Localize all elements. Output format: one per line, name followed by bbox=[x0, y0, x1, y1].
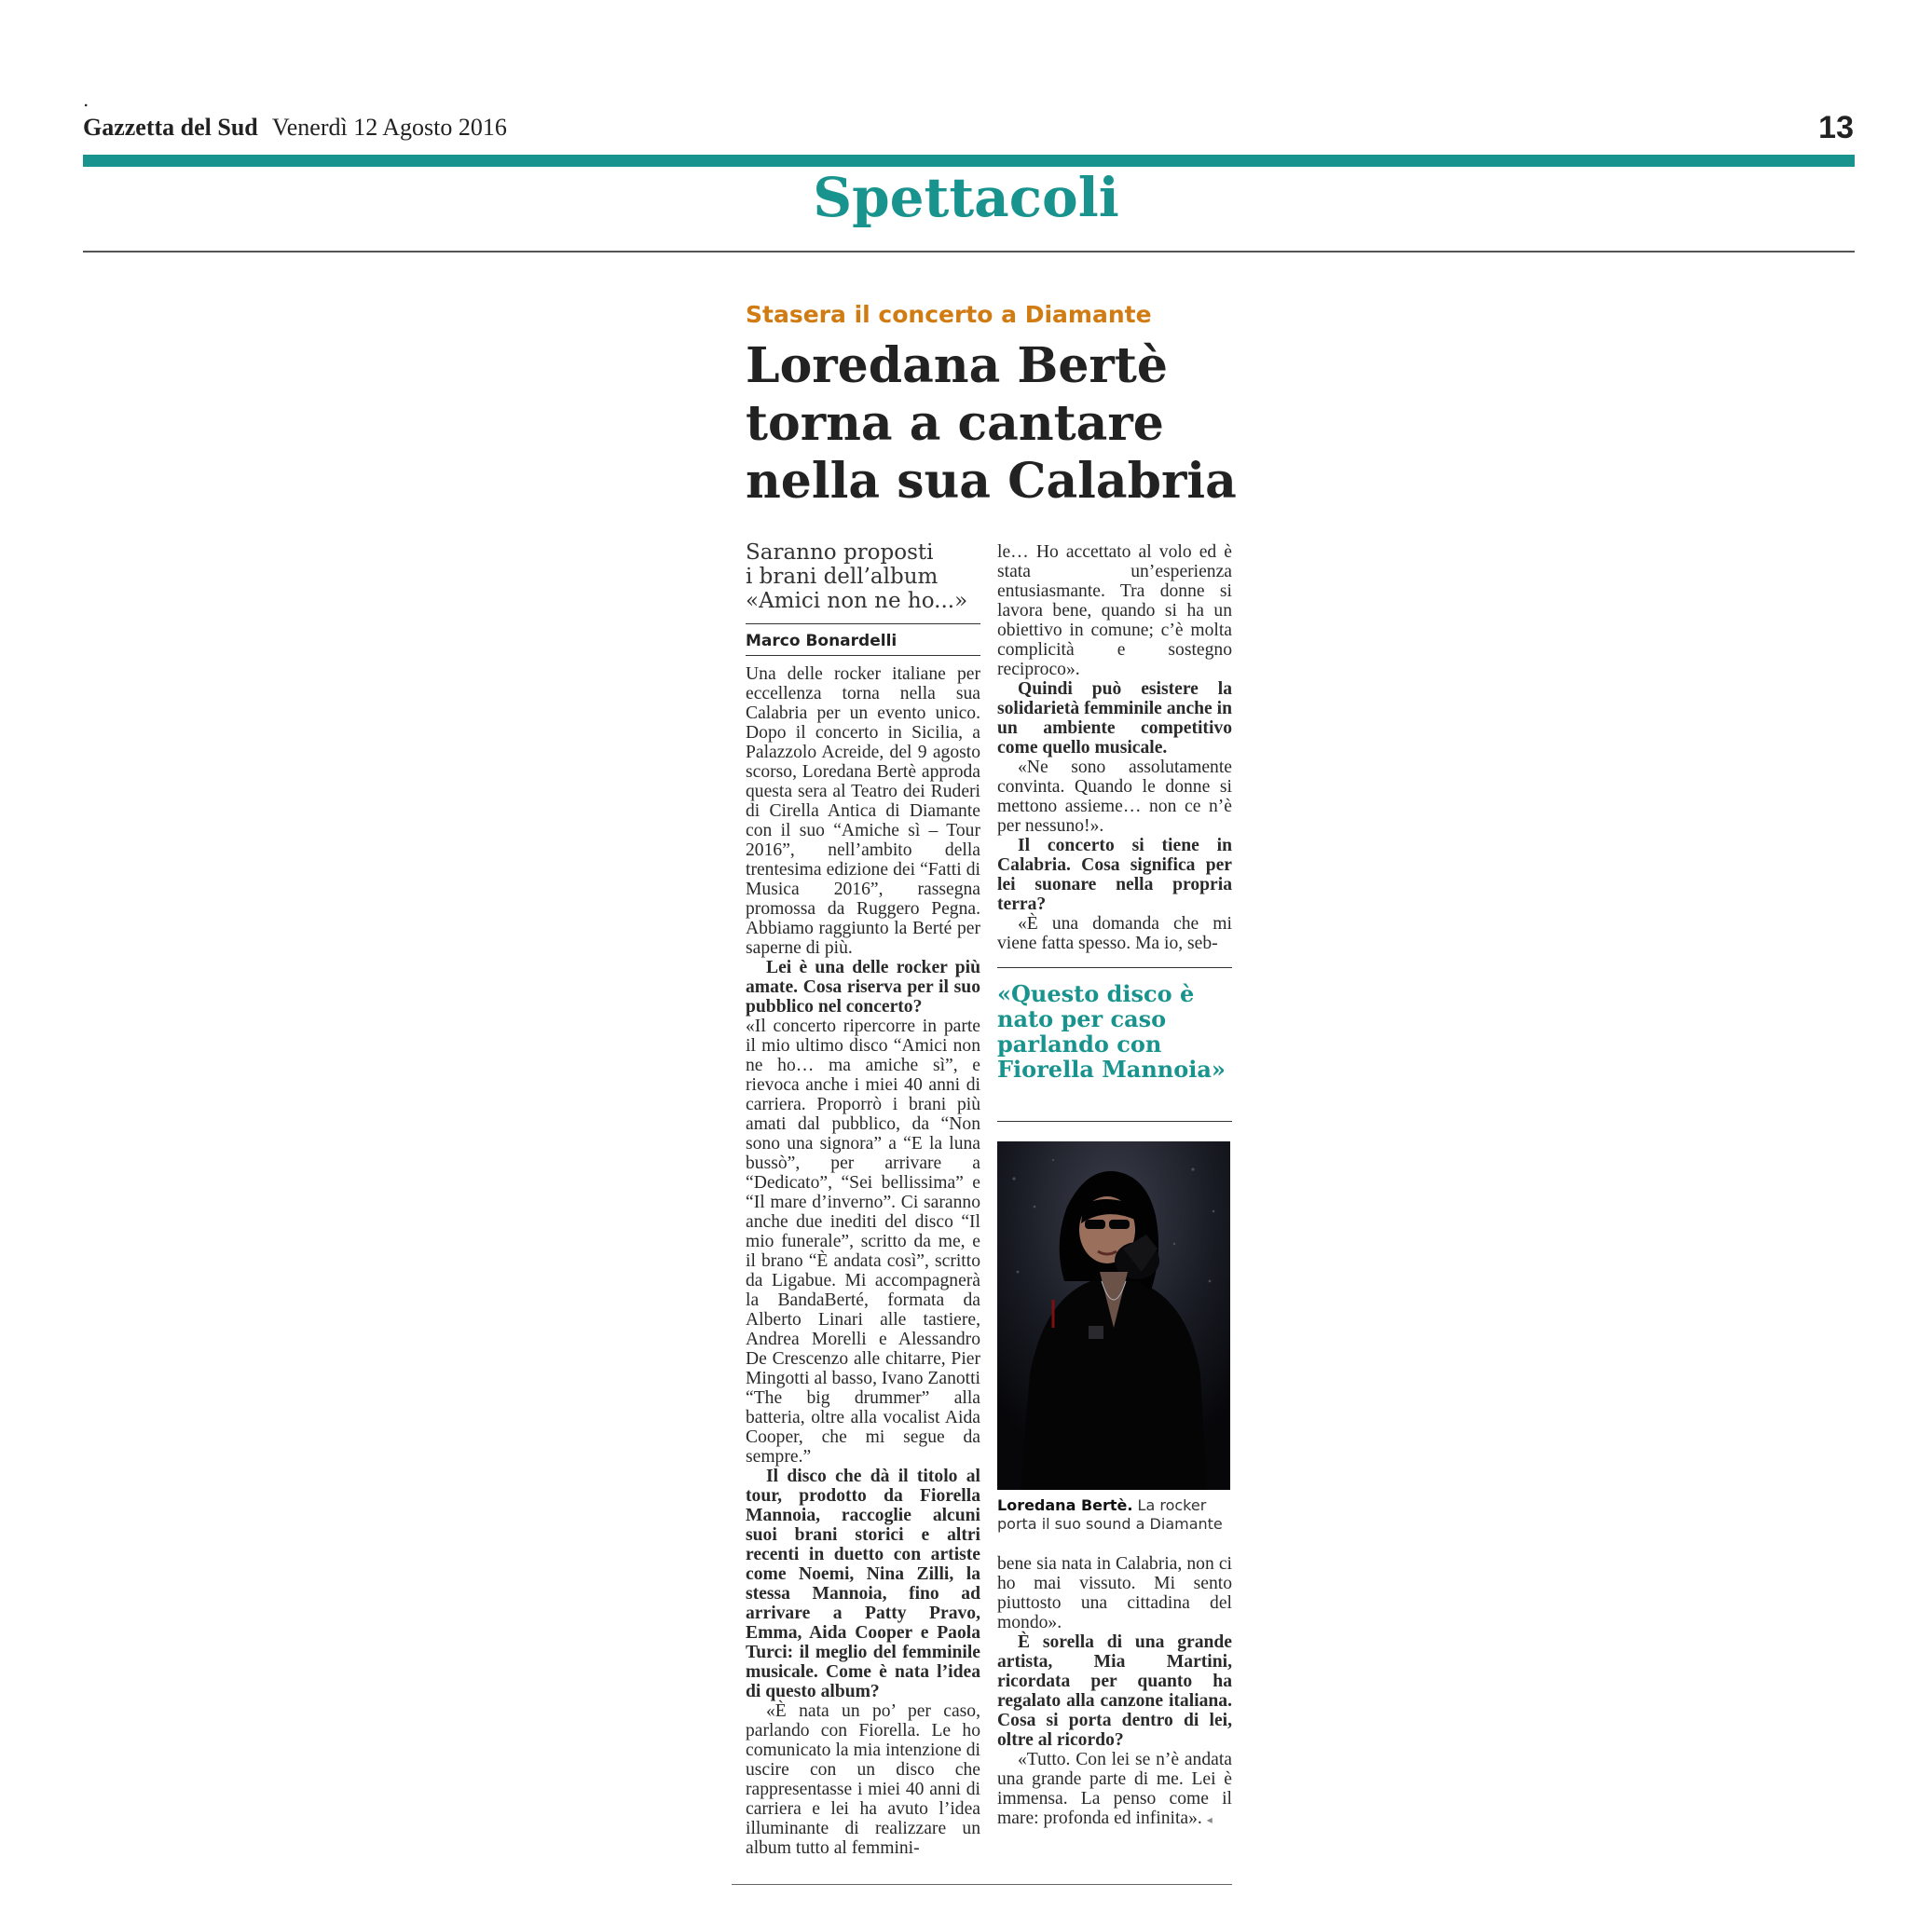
summary-line: Saranno proposti bbox=[746, 540, 934, 565]
body-paragraph: «Il concerto ripercorre in parte il mio ultimo disco “Amici non ne ho… ma amiche sì”, e rievoca anche i miei 40 anni di carriera. Proporrò i brani più amati dal pubblico, da “Non sono una signora” a “E la luna bussò”, per arrivare a “Dedicato”, “Sei bellissima” e “Il mare d’inverno”. Ci saranno anche due inediti del disco “Il mio funerale”, scritto da me, e il brano “È andata così”, scritto da Ligabue. Mi accompagnerà la BandaBerté, formata da Alberto Linari alle tastiere, Andrea Morelli e Alessandro De Crescenzo alle chitarre, Pier Mingotti al basso, Ivano Zanotti “The big drummer” alla batteria, oltre alla vocalist Aida Cooper, che mi segue da sempre.” bbox=[746, 1017, 980, 1467]
body-paragraph bbox=[997, 1750, 1232, 1830]
pull-quote: «Questo disco è nato per caso parlando con Fiorella Mannoia» bbox=[997, 980, 1226, 1083]
body-paragraph: «È una domanda che mi viene fatta spesso. Ma io, seb- bbox=[997, 914, 1232, 953]
pullquote-rule-top bbox=[997, 967, 1232, 968]
masthead bbox=[83, 110, 1854, 151]
body-paragraph: «Ne sono assolutamente convinta. Quando le donne si mettono assieme… non ce n’è per nessuno!». bbox=[997, 758, 1232, 836]
pullquote-rule-bottom bbox=[997, 1121, 1232, 1122]
byline-rule-bottom bbox=[746, 655, 980, 656]
body-paragraph: bene sia nata in Calabria, non ci ho mai vissuto. Mi sento piuttosto una cittadina del mondo». bbox=[997, 1554, 1232, 1632]
interview-question: Il concerto si tiene in Calabria. Cosa significa per lei suonare nella propria terra? bbox=[997, 836, 1232, 914]
issue-date: Venerdì 12 Agosto 2016 bbox=[271, 114, 507, 141]
article-summary bbox=[746, 540, 980, 613]
body-column-2-continued bbox=[997, 1554, 1232, 1830]
headline-line: torna a cantare bbox=[746, 395, 1164, 452]
section-title: Spettacoli bbox=[813, 166, 1119, 229]
article-bottom-rule bbox=[732, 1884, 1232, 1885]
newspaper-name: Gazzetta del Sud bbox=[83, 114, 258, 141]
section-divider bbox=[83, 251, 1855, 253]
body-column-1 bbox=[746, 664, 980, 1858]
interview-question: È sorella di una grande artista, Mia Martini, ricordata per quanto ha regalato alla canzone italiana. Cosa si porta dentro di lei, oltre al ricordo? bbox=[997, 1632, 1232, 1750]
interview-question: Lei è una delle rocker più amate. Cosa riserva per il suo pubblico nel concerto? bbox=[746, 958, 980, 1017]
photo-caption bbox=[997, 1496, 1238, 1534]
body-paragraph: Una delle rocker italiane per eccellenza torna nella sua Calabria per un evento unico. Dopo il concerto in Sicilia, a Palazzolo Acreide, del 9 agosto scorso, Loredana Bertè approda questa sera al Teatro dei Ruderi di Cirella Antica di Diamante con il suo “Amiche sì – Tour 2016”, nell’ambito della trentesima edizione dei “Fatti di Musica 2016”, rassegna promossa da Ruggero Pegna. Abbiamo raggiunto la Berté per saperne di più. bbox=[746, 664, 980, 958]
singer-photo-illustration bbox=[997, 1141, 1230, 1490]
headline-line: Loredana Bertè bbox=[746, 337, 1168, 394]
summary-line: i brani dell’album bbox=[746, 565, 939, 589]
byline: Marco Bonardelli bbox=[746, 632, 897, 650]
body-paragraph: le… Ho accettato al volo ed è stata un’esperienza entusiasmante. Tra donne si lavora bene, quando si ha un obiettivo in comune; c’è molta complicità e sostegno reciproco». bbox=[997, 542, 1232, 679]
headline-line: nella sua Calabria bbox=[746, 453, 1237, 510]
summary-line: «Amici non ne ho...» bbox=[746, 589, 968, 613]
body-paragraph: «È nata un po’ per caso, parlando con Fiorella. Le ho comunicato la mia intenzione di uscire con un disco che rappresentasse i miei 40 anni di carriera e lei ha avuto l’idea illuminante di realizzare un album tutto al femmini- bbox=[746, 1701, 980, 1858]
masthead-mark: . bbox=[83, 89, 89, 111]
interview-question: Il disco che dà il titolo al tour, prodotto da Fiorella Mannoia, raccoglie alcuni suoi brani storici e altri recenti in duetto con artiste come Noemi, Nina Zilli, la stessa Mannoia, fino ad arrivare a Patty Pravo, Emma, Aida Cooper e Paola Turci: il meglio del femminile musicale. Come è nata l’idea di questo album? bbox=[746, 1467, 980, 1701]
byline-rule-top bbox=[746, 623, 980, 624]
article-kicker: Stasera il concerto a Diamante bbox=[746, 301, 1152, 328]
page-number: 13 bbox=[1818, 110, 1854, 145]
end-of-article-icon: ◂ bbox=[1206, 1813, 1213, 1826]
closing-text: «Tutto. Con lei se n’è andata una grande parte di me. Lei è immensa. La penso come il mare: profonda ed infinita». bbox=[997, 1750, 1232, 1828]
body-column-2 bbox=[997, 542, 1232, 953]
caption-text: La rocker porta il suo sound a Diamante bbox=[997, 1496, 1223, 1533]
caption-name: Loredana Bertè. bbox=[997, 1496, 1133, 1514]
article-photo bbox=[997, 1141, 1230, 1490]
article-headline bbox=[746, 337, 1267, 511]
interview-question: Quindi può esistere la solidarietà femminile anche in un ambiente competitivo come quello musicale. bbox=[997, 679, 1232, 758]
